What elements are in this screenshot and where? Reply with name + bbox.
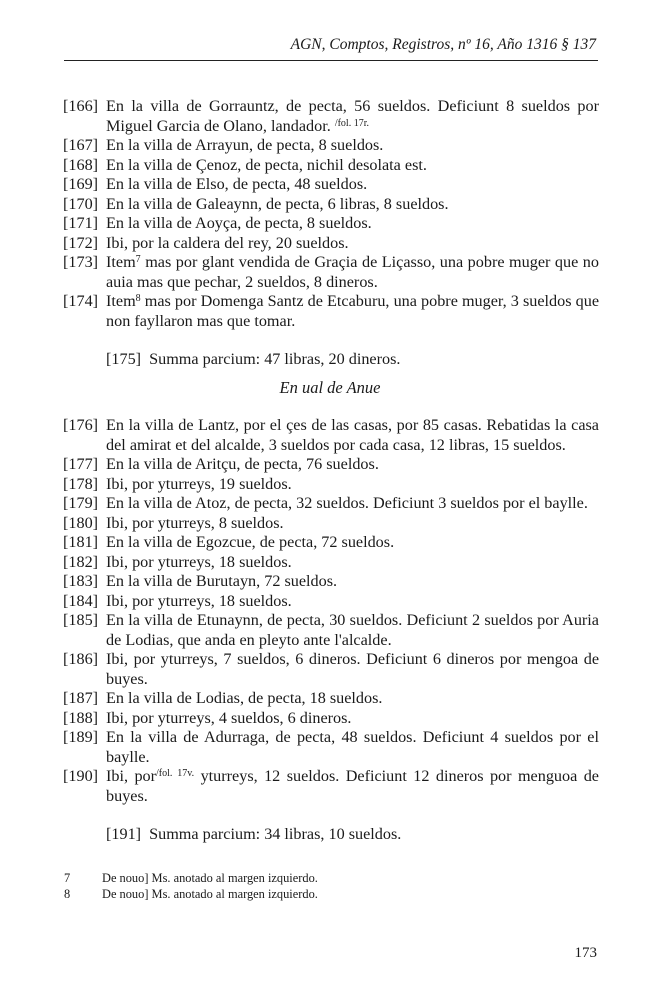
entry-188 bbox=[63, 709, 599, 729]
entry-189 bbox=[63, 728, 599, 767]
footnotes bbox=[64, 870, 584, 902]
entry-text: En la villa de Galeaynn, de pecta, 6 libras, 8 sueldos. bbox=[106, 194, 449, 213]
entry-text: Ibi, por yturreys, 18 sueldos. bbox=[106, 591, 292, 610]
entries-block-2 bbox=[63, 416, 599, 845]
entry-179 bbox=[63, 494, 599, 514]
entry-173 bbox=[63, 253, 599, 292]
entry-number: [179] bbox=[63, 494, 99, 512]
entry-text: Ibi, por yturreys, 4 sueldos, 6 dineros. bbox=[106, 708, 352, 727]
entry-number: [175] bbox=[106, 350, 142, 368]
entry-number: [182] bbox=[63, 552, 99, 571]
folio-marker: /fol. 17v. bbox=[156, 768, 195, 779]
footnote-8 bbox=[64, 886, 584, 902]
entry-text: mas por glant vendida de Graçia de Liçasso, una pobre muger que no auia mas que pechar, 2 sueldos, 8 dineros. bbox=[106, 253, 599, 291]
entry-186 bbox=[63, 650, 599, 689]
entry-number: [183] bbox=[63, 572, 99, 590]
entry-number: [177] bbox=[63, 455, 99, 473]
entry-text: Ibi, por yturreys, 19 sueldos. bbox=[106, 474, 292, 493]
entry-text: En la villa de Elso, de pecta, 48 sueldos. bbox=[106, 175, 368, 193]
section-subheading: En ual de Anue bbox=[279, 378, 381, 397]
entry-text: mas por Domenga Santz de Etcaburu, una pobre muger, 3 sueldos que non fayllaron mas que tomar. bbox=[106, 292, 599, 330]
entry-text: Ibi, por yturreys, 8 sueldos. bbox=[106, 513, 284, 532]
entry-166 bbox=[63, 97, 599, 136]
entry-174 bbox=[63, 292, 599, 331]
entry-text: En la villa de Atoz, de pecta, 32 sueldos. Deficiunt 3 sueldos por el baylle. bbox=[106, 494, 588, 512]
footnote-number: 7 bbox=[64, 871, 71, 885]
entry-text: En la villa de Arrayun, de pecta, 8 sueldos. bbox=[106, 136, 384, 154]
footnote-marker: 7 bbox=[135, 254, 141, 265]
page-number: 173 bbox=[574, 945, 597, 961]
entry-190 bbox=[63, 767, 599, 806]
entry-lead: Item bbox=[106, 292, 136, 310]
entry-number: [191] bbox=[106, 825, 142, 843]
entry-number: [188] bbox=[63, 708, 99, 727]
entry-187 bbox=[63, 689, 599, 709]
summa-text: Summa parcium: 47 libras, 20 dineros. bbox=[149, 350, 401, 368]
entry-text: En la villa de Egozcue, de pecta, 72 sueldos. bbox=[106, 533, 395, 551]
entry-text: En la villa de Burutayn, 72 sueldos. bbox=[106, 572, 338, 590]
entry-text: En la villa de Etunaynn, de pecta, 30 sueldos. Deficiunt 2 sueldos por Auria de Lodias, que anda en pleyto ante l'alcalde. bbox=[106, 611, 599, 649]
entry-180 bbox=[63, 514, 599, 534]
entry-number: [168] bbox=[63, 155, 99, 174]
footnote-marker: 8 bbox=[135, 293, 141, 304]
entry-text: yturreys, 12 sueldos. Deficiunt 12 dineros por menguoa de buyes. bbox=[106, 767, 599, 805]
entry-text: En la villa de Lantz, por el çes de las casas, por 85 casas. Rebatidas la casa del amirat et del alcalde, 3 sueldos por cada casa, 12 libras, 15 sueldos. bbox=[106, 416, 599, 454]
entry-number: [173] bbox=[63, 253, 99, 271]
entry-182 bbox=[63, 553, 599, 573]
entry-169 bbox=[63, 175, 599, 195]
entry-number: [171] bbox=[63, 214, 99, 232]
entry-177 bbox=[63, 455, 599, 475]
entry-number: [167] bbox=[63, 136, 99, 154]
entry-text: En la villa de Aoyça, de pecta, 8 sueldos. bbox=[106, 214, 372, 232]
entry-text: Ibi, por yturreys, 7 sueldos, 6 dineros. Deficiunt 6 dineros por mengoa de buyes. bbox=[106, 650, 599, 688]
entry-number: [180] bbox=[63, 513, 99, 532]
summa-175 bbox=[63, 350, 599, 370]
entry-text: En la villa de Gorrauntz, de pecta, 56 sueldos. Deficiunt 8 sueldos por Miguel Garcia de Olano, landador. bbox=[106, 97, 599, 135]
entry-171 bbox=[63, 214, 599, 234]
entry-number: [184] bbox=[63, 591, 99, 610]
footnote-7 bbox=[64, 870, 584, 886]
entry-number: [169] bbox=[63, 175, 99, 193]
entry-text: En la villa de Lodias, de pecta, 18 sueldos. bbox=[106, 689, 383, 707]
entry-text: Ibi, por la caldera del rey, 20 sueldos. bbox=[106, 233, 349, 252]
entry-text: En la villa de Adurraga, de pecta, 48 sueldos. Deficiunt 4 sueldos por el baylle. bbox=[106, 728, 599, 766]
entry-number: [178] bbox=[63, 474, 99, 493]
header-rule bbox=[64, 60, 598, 61]
entry-number: [172] bbox=[63, 233, 99, 252]
entry-number: [189] bbox=[63, 728, 99, 746]
entry-number: [166] bbox=[63, 97, 99, 115]
entry-167 bbox=[63, 136, 599, 156]
entry-number: [181] bbox=[63, 533, 99, 551]
entry-text: En la villa de Çenoz, de pecta, nichil desolata est. bbox=[106, 155, 427, 174]
entry-178 bbox=[63, 475, 599, 495]
running-head: AGN, Comptos, Registros, nº 16, Año 1316 § 137 bbox=[290, 36, 596, 53]
entry-170 bbox=[63, 195, 599, 215]
entry-number: [186] bbox=[63, 650, 99, 668]
entry-168 bbox=[63, 156, 599, 176]
summa-text: Summa parcium: 34 libras, 10 sueldos. bbox=[149, 825, 402, 843]
entry-lead: Ibi, por bbox=[106, 767, 157, 785]
footnote-text: De nouo] Ms. anotado al margen izquierdo. bbox=[102, 871, 318, 885]
folio-marker: /fol. 17r. bbox=[334, 117, 369, 129]
entry-184 bbox=[63, 592, 599, 612]
entry-number: [176] bbox=[63, 416, 99, 434]
entry-176 bbox=[63, 416, 599, 455]
entry-number: [185] bbox=[63, 611, 99, 629]
entry-181 bbox=[63, 533, 599, 553]
footnote-text: De nouo] Ms. anotado al margen izquierdo. bbox=[102, 887, 318, 901]
entry-number: [170] bbox=[63, 194, 99, 213]
summa-191 bbox=[63, 825, 599, 845]
entries-block-1 bbox=[63, 97, 599, 370]
entry-172 bbox=[63, 234, 599, 254]
entry-number: [174] bbox=[63, 292, 99, 310]
footnote-number: 8 bbox=[64, 887, 71, 901]
entry-text: Ibi, por yturreys, 18 sueldos. bbox=[106, 552, 292, 571]
entry-lead: Item bbox=[106, 253, 136, 271]
entry-183 bbox=[63, 572, 599, 592]
entry-185 bbox=[63, 611, 599, 650]
entry-text: En la villa de Aritçu, de pecta, 76 sueldos. bbox=[106, 455, 379, 473]
entry-number: [187] bbox=[63, 689, 99, 707]
entry-number: [190] bbox=[63, 767, 99, 785]
